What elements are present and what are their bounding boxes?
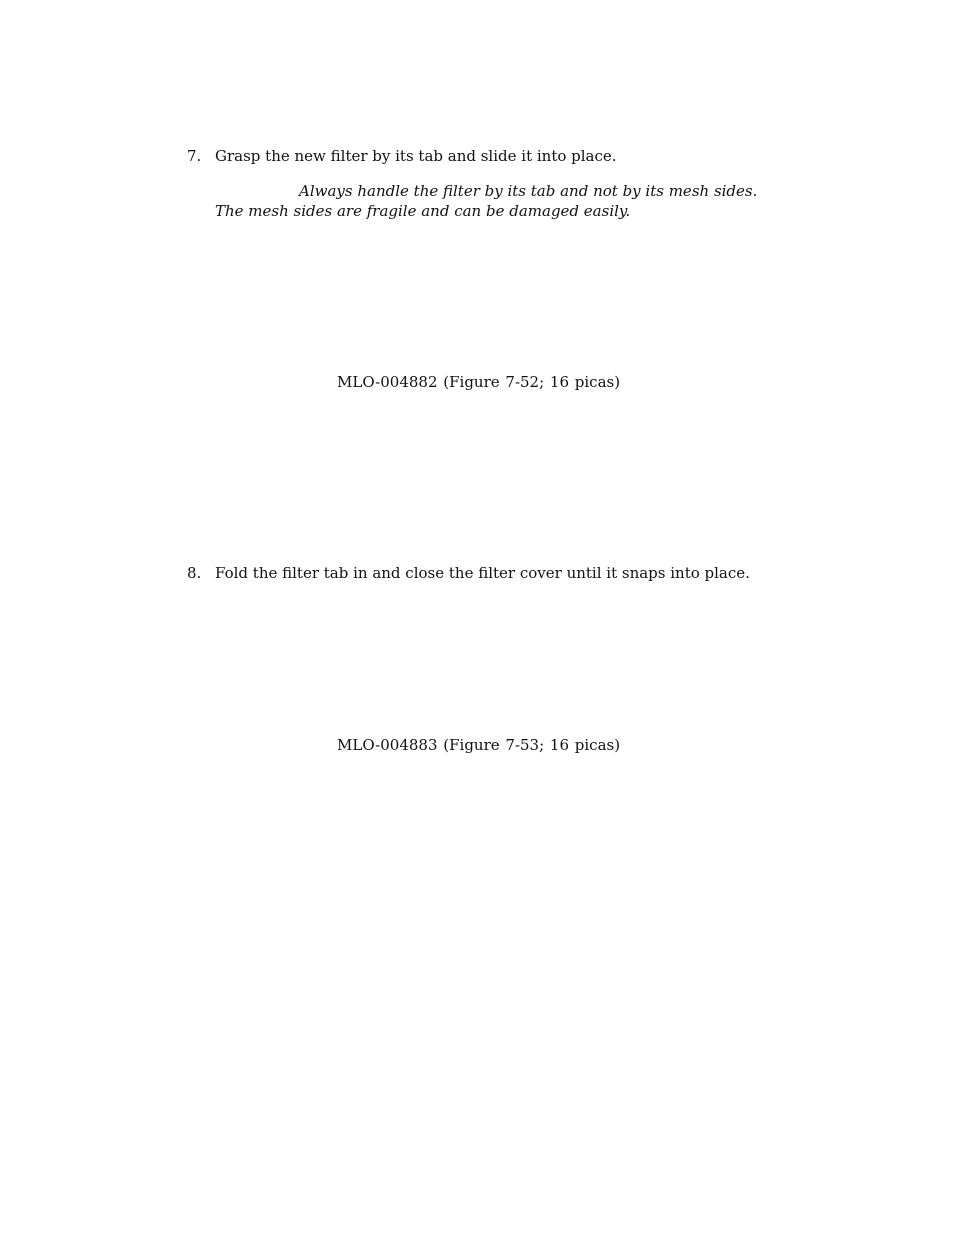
figure-placeholder: MLO-004883 (Figure 7-53; 16 picas) (337, 736, 621, 754)
caution-text-line-1: Always handle the filter by its tab and not by its mesh sides. (299, 182, 758, 200)
step-instruction: Fold the filter tab in and close the filter cover until it snaps into place. (215, 564, 750, 582)
step-number: 7. (187, 147, 202, 165)
step-instruction: Grasp the new filter by its tab and slide it into place. (215, 147, 617, 165)
caution-text-line-2: The mesh sides are fragile and can be damaged easily. (215, 202, 631, 220)
figure-placeholder: MLO-004882 (Figure 7-52; 16 picas) (337, 373, 621, 391)
step-number: 8. (187, 564, 202, 582)
